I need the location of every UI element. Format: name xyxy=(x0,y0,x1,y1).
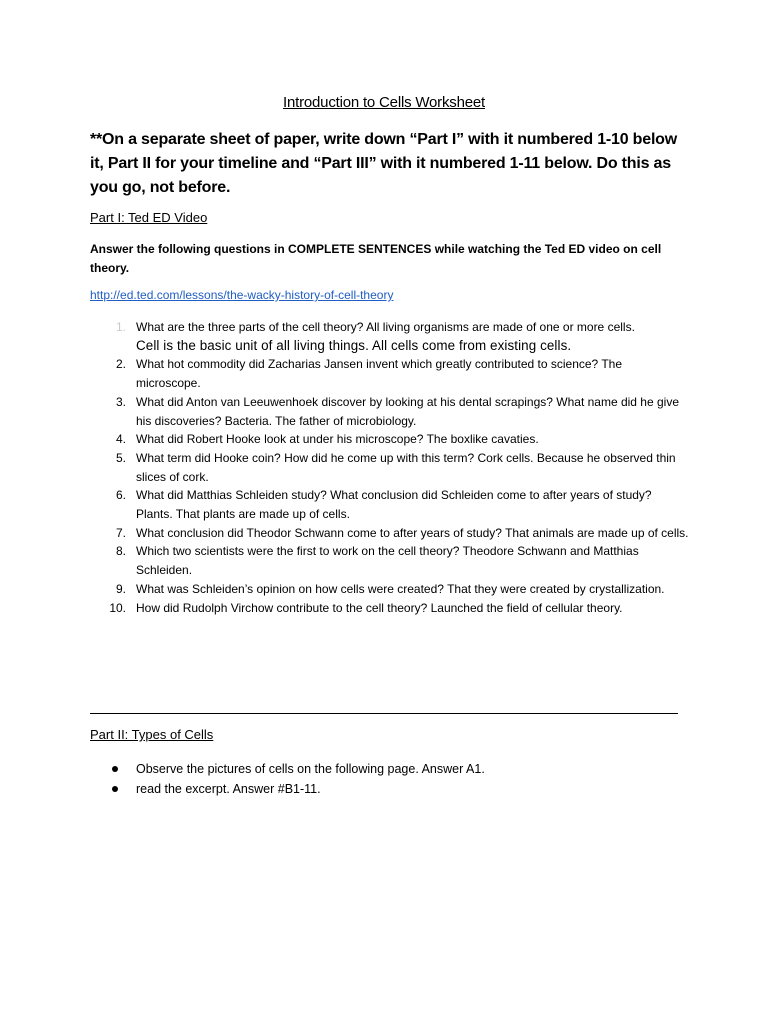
section-divider xyxy=(90,713,678,714)
bullet-list xyxy=(90,759,690,799)
part1-note: Answer the following questions in COMPLETE SENTENCES while watching the Ted ED video on cell theory. xyxy=(90,242,662,275)
list-item xyxy=(90,318,690,355)
question-text: Which two scientists were the first to work on the cell theory? Theodore Schwann and Matthias Schleiden. xyxy=(136,544,639,578)
question-text: What did Matthias Schleiden study? What conclusion did Schleiden come to after years of study? Plants. That plants are made up of cells. xyxy=(136,488,652,522)
part2-heading: Part II: Types of Cells xyxy=(90,727,214,742)
ted-ed-link[interactable]: http://ed.ted.com/lessons/the-wacky-history-of-cell-theory xyxy=(90,288,394,302)
question-text: What term did Hooke coin? How did he come up with this term? Cork cells. Because he observed thin slices of cork. xyxy=(136,450,676,484)
answer-text: Cell is the basic unit of all living things. All cells come from existing cells. xyxy=(136,337,572,353)
item-number: 8. xyxy=(115,544,126,559)
bullet-text: read the excerpt. Answer #B1-11. xyxy=(136,782,321,796)
list-item xyxy=(90,599,690,618)
item-number: 10. xyxy=(109,600,126,615)
page-title: Introduction to Cells Worksheet xyxy=(283,94,485,111)
list-item xyxy=(90,542,690,579)
bullet-text: Observe the pictures of cells on the following page. Answer A1. xyxy=(136,762,485,776)
question-text: How did Rudolph Virchow contribute to the cell theory? Launched the field of cellular theory. xyxy=(136,600,623,615)
list-item xyxy=(90,779,690,799)
item-number: 7. xyxy=(115,525,126,540)
question-text: What hot commodity did Zacharias Jansen invent which greatly contributed to science? The microscope. xyxy=(136,357,623,391)
question-list xyxy=(90,318,690,617)
list-item xyxy=(90,449,690,486)
list-item xyxy=(90,580,690,599)
item-number: 9. xyxy=(115,581,126,596)
question-text: What was Schleiden’s opinion on how cells were created? That they were created by crystallization. xyxy=(136,581,665,596)
bullet-icon xyxy=(112,766,118,772)
question-text: What did Robert Hooke look at under his microscope? The boxlike cavaties. xyxy=(136,432,539,447)
instructions: **On a separate sheet of paper, write down “Part I” with it numbered 1-10 below it, Part II for your timeline and “Part III” with it numbered 1-11 below. Do this as you go, not before. xyxy=(90,131,678,196)
part1-heading: Part I: Ted ED Video xyxy=(90,210,208,225)
list-item xyxy=(90,759,690,779)
item-number: 3. xyxy=(115,394,126,409)
list-item xyxy=(90,355,690,392)
item-number: 2. xyxy=(115,357,126,372)
item-number: 1. xyxy=(115,320,126,334)
list-item xyxy=(90,524,690,543)
list-item xyxy=(90,393,690,430)
question-text: What did Anton van Leeuwenhoek discover by looking at his dental scrapings? What name did he give his discoveries? Bacteria. The father of microbiology. xyxy=(136,394,679,428)
question-text: What are the three parts of the cell theory? All living organisms are made of one or more cells. xyxy=(136,320,635,334)
item-number: 4. xyxy=(115,432,126,447)
item-number: 5. xyxy=(115,450,126,465)
bullet-icon xyxy=(112,786,118,792)
list-item xyxy=(90,486,690,523)
item-number: 6. xyxy=(115,488,126,503)
question-text: What conclusion did Theodor Schwann come to after years of study? That animals are made up of cells. xyxy=(136,525,689,540)
list-item xyxy=(90,430,690,449)
